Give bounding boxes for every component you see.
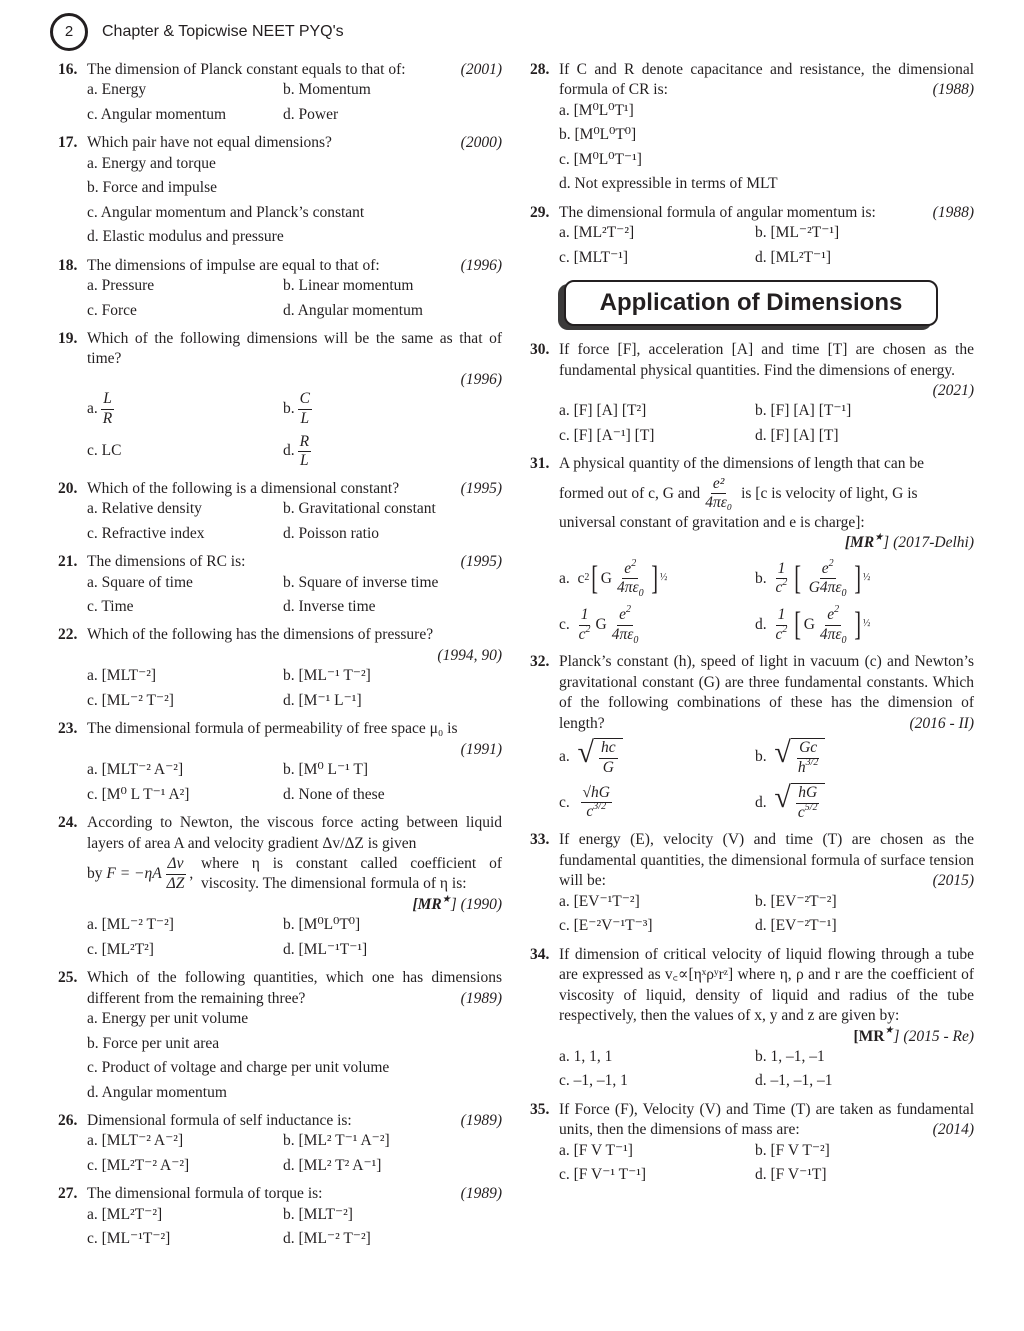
question-text: Which of the following quantities, which one has dimensions different from the remaining three? [87,969,502,1007]
question-year: (1996) [460,370,502,388]
options [530,101,974,195]
page-header [50,10,344,54]
option-d: d. √ $\frac{hG}{c^{5/2}}$ [755,783,974,822]
options [58,154,502,248]
fraction [298,433,311,471]
question-source: [MR★] (1990) [412,893,502,913]
option-b: b. [M⁰L⁰T⁰] [559,126,637,144]
option-d: d. Angular momentum [87,1083,227,1101]
question-text: Which pair have not equal dimensions? [87,134,332,152]
option-d: d. [ML² T² A⁻¹] [283,1156,382,1174]
right-column [530,60,974,1194]
options [58,80,502,125]
options [530,401,974,446]
question-number: 29. [530,203,550,221]
option-b: b. Gravitational constant [283,500,436,518]
question-year: (2015) [932,872,974,890]
question-19 [58,329,502,471]
option-label: b. [283,400,295,418]
option-a: a. [EV⁻¹T⁻²] [559,892,640,910]
question-number: 31. [530,455,550,473]
option-label: b. [755,569,767,587]
book-title: Chapter & Topicwise NEET PYQ's [102,23,344,41]
option-d: d. [M⁻¹ L⁻¹] [283,691,362,709]
question-24 [58,813,502,960]
question-number: 35. [530,1100,550,1118]
question-25 [58,968,502,1103]
question-number: 32. [530,653,550,671]
option-b: b. [ML² T⁻¹ A⁻²] [283,1132,390,1150]
option-a: a. Relative density [87,500,202,518]
option-d: d. Angular momentum [283,301,423,319]
question-year: (1995) [460,479,502,497]
question-year: (1991) [460,740,502,758]
option-a: a. Energy per unit volume [87,1010,249,1028]
option-d: d. [ML⁻¹T⁻¹] [283,940,368,958]
fraction [165,855,187,893]
option-b: b. √ $\frac{Gc}{h^{3/2}}$ [755,738,974,777]
option-a: a. [MLT⁻² A⁻²] [87,1132,184,1150]
question-year: (2016 - II) [909,714,974,732]
question-number: 25. [58,969,78,987]
question-32 [530,652,974,822]
options [530,738,974,822]
question-text: The dimensional formula of angular momentum is: [559,203,876,221]
question-text: The dimensional formula of torque is: [87,1185,323,1203]
option-label: b. [755,748,767,766]
options [58,276,502,321]
option-d: d. [F V⁻¹T] [755,1166,827,1184]
question-number: 34. [530,945,550,963]
option-c: c. –1, –1, 1 [559,1072,628,1090]
options [58,390,502,470]
option-b: b. Force per unit area [87,1034,220,1052]
option-c: c. [ML²T²] [87,940,154,958]
option-b: b. [F V T⁻²] [755,1141,830,1159]
denominator: R [102,409,113,427]
question-text: The dimensional formula of permeability of free space μ₀ is [87,720,458,738]
option-c: c. LC [87,442,122,460]
option-b: b. Square of inverse time [283,573,439,591]
option-d: d. $\frac{1}{c^2}$ [ G $\frac{e^2}{4\pi\varepsilon_0}$ ] $^{\frac{1}{2}}$ [755,603,871,646]
fraction [298,390,312,428]
option-a: a. [MLT⁻²] [87,667,157,685]
question-34 [530,945,974,1092]
question-text: The dimensions of RC is: [87,553,246,571]
option-d: d. [F] [A] [T] [755,426,839,444]
question-text: If force [F], acceleration [A] and time [T] are chosen as the fundamental physical quantities. Find the dimensions of energy. [559,341,974,379]
options [58,573,502,618]
option-label: a. [559,748,570,766]
question-31 [530,454,974,644]
question-20 [58,479,502,544]
question-number: 22. [58,626,78,644]
option-b [283,390,502,428]
question-text: universal constant of gravitation and e is charge]: [559,513,865,531]
option-c: c. Angular momentum [87,105,227,123]
question-number: 26. [58,1111,78,1129]
question-text: formed out of c, G and [559,484,701,502]
question-text: where η is constant called coefficient of viscosity. The dimensional formula of η is: [201,854,502,893]
option-c: c. [M⁰ L T⁻¹ A²] [87,785,190,803]
option-a: a. Pressure [87,277,155,295]
question-number: 28. [530,61,550,78]
question-year: (1989) [460,989,502,1007]
denominator: L [300,409,310,427]
option-b: b. $\frac{1}{c^2}$ [ $\frac{e^2}{G4\pi\varepsilon_0}$ ] $^{\frac{1}{2}}$ [755,557,871,600]
question-text: If Force (F), Velocity (V) and Time (T) are taken as fundamental units, then the dimensions of mass are: [559,1100,974,1139]
question-number: 17. [58,134,78,152]
question-year: (1989) [460,1185,502,1203]
option-d: d. Elastic modulus and pressure [87,228,284,246]
question-number: 27. [58,1185,78,1203]
option-label: c. [559,793,570,811]
option-b: b. [MLT⁻²] [283,1205,353,1223]
question-text: A physical quantity of the dimensions of length that can be [559,455,925,473]
options [530,1047,974,1092]
options [530,1141,974,1186]
question-35 [530,1100,974,1186]
denominator: 4πε₀ [705,494,733,512]
option-a: a. [F] [A] [T²] [559,402,647,420]
option-d: d. [ML⁻² T⁻²] [283,1230,371,1248]
question-text: Planck’s constant (h), speed of light in vacuum (c) and Newton’s gravitational constant (G) are three fundamental constants. Which of the following combinations of these has the dimension of length? [559,653,974,732]
option-a: a. [MLT⁻² A⁻²] [87,761,184,779]
options [58,915,502,960]
question-number: 23. [58,720,78,738]
option-c: c. Force [87,301,137,319]
question-year: (2000) [460,134,502,152]
option-d: d. [EV⁻²T⁻¹] [755,917,837,935]
option-label: d. [755,793,767,811]
option-a: a. [F V T⁻¹] [559,1141,633,1159]
question-source: [MR★] (2017-Delhi) [844,532,974,552]
option-b: b. [ML⁻²T⁻¹] [755,224,840,242]
question-16 [58,60,502,125]
question-year: (1996) [460,256,502,274]
fraction [703,475,734,513]
option-a [87,390,283,428]
question-number: 21. [58,553,78,571]
option-a: a. [ML⁻² T⁻²] [87,916,174,934]
question-text: Which of the following dimensions will be the same as that of time? [87,329,502,368]
formula-line [559,475,974,513]
option-a: a. [ML²T⁻²] [87,1205,163,1223]
option-c: c. $\frac{1}{c^2}$ G $\frac{e^2}{4\pi\varepsilon_0}$ [559,603,639,646]
option-b: b. Momentum [283,81,371,99]
option-a: a. c $^2$ [ G $\frac{e^2}{4\pi\varepsilon_0}$ ] $^{\frac{1}{2}}$ [559,557,668,600]
page-number: 2 [50,13,88,51]
option-b: b. [ML⁻¹ T⁻²] [283,667,371,685]
question-year: (2014) [932,1121,974,1139]
question-year: (1995) [460,553,502,571]
equation-line: by F = −ηA $\frac{\Delta v}{\Delta Z}$ , where η is constant called coefficient of viscosity. The dimensional formula of η is: [87,854,502,895]
question-year: (1989) [460,1111,502,1129]
question-text: If C and R denote capacitance and resistance, the dimensional formula of CR is: [559,61,974,99]
denominator: L [300,452,309,470]
option-c: c. [M⁰L⁰T⁻¹] [559,150,642,168]
option-label: d. [283,442,295,460]
fraction [101,390,114,428]
denominator: ΔZ [166,874,185,892]
option-label: d. [755,615,767,633]
options [58,1205,502,1250]
question-text: The dimension of Planck constant equals to that of: [87,61,406,78]
option-a: a. Energy [87,81,147,99]
question-year: (2021) [932,381,974,399]
option-a: a. [M⁰L⁰T¹] [559,101,634,119]
question-29 [530,203,974,268]
question-27 [58,1184,502,1249]
option-a: a. √ $\frac{hc}{G}$ [559,738,755,777]
question-text: is [c is velocity of light, G is [741,484,918,502]
option-c: c. Product of voltage and charge per unit volume [87,1059,390,1077]
option-c: c. Refractive index [87,524,205,542]
option-c: c. [E⁻²V⁻¹T⁻³] [559,917,653,935]
question-year: (1988) [932,203,974,221]
equation: F = −ηA [106,865,162,883]
question-year: (1988) [932,81,974,99]
option-c: c. [MLT⁻¹] [559,248,629,266]
numerator: L [101,390,114,410]
option-c: c. Angular momentum and Planck’s constant [87,203,365,221]
question-26 [58,1111,502,1176]
question-33 [530,830,974,936]
question-21 [58,552,502,617]
option-c: c. [F] [A⁻¹] [T] [559,426,655,444]
question-number: 18. [58,256,78,274]
section-banner: Application of Dimensions [564,280,938,326]
question-year: (2001) [460,61,502,78]
question-number: 30. [530,341,550,359]
question-text: Which of the following has the dimensions of pressure? [87,626,434,644]
option-d: d. Inverse time [283,597,376,615]
question-text: The dimensions of impulse are equal to that of: [87,256,380,274]
option-c: c. Time [87,597,134,615]
option-label: a. [87,400,98,418]
option-b: b. Linear momentum [283,277,414,295]
question-year: (1994, 90) [437,646,502,664]
option-b: b. [F] [A] [T⁻¹] [755,402,852,420]
numerator: e² [711,475,727,495]
question-text: by [87,865,103,883]
option-c: c. $\frac{√hG}{c^{3/2}}$ [559,783,610,821]
option-d: d. Power [283,105,339,123]
option-b: b. Force and impulse [87,179,218,197]
options [58,499,502,544]
option-label: c. [559,615,570,633]
numerator: Δv [166,855,186,875]
option-d: d. –1, –1, –1 [755,1072,833,1090]
question-number: 19. [58,329,78,347]
options [58,1131,502,1176]
options [58,1009,502,1103]
mr-badge: [MR [844,534,875,552]
question-30 [530,340,974,446]
question-text: Which of the following is a dimensional constant? [87,479,400,497]
question-source: [MR★] (2015 - Re) [853,1025,974,1045]
option-c: c. [F V⁻¹ T⁻¹] [559,1166,647,1184]
option-c: c. [ML⁻² T⁻²] [87,691,174,709]
option-b: b. [M⁰L⁰T⁰] [283,916,361,934]
question-23 [58,719,502,805]
options [58,760,502,805]
options [58,666,502,711]
options [530,557,974,646]
question-22 [58,625,502,711]
question-text: If energy (E), velocity (V) and time (T) are chosen as the fundamental quantities, the dimensional formula of surface tension will be: [559,831,974,890]
options [530,223,974,268]
numerator: R [298,433,311,453]
option-d: d. None of these [283,785,385,803]
option-a: a. Square of time [87,573,193,591]
option-d [283,433,502,471]
option-d: d. Not expressible in terms of MLT [559,175,778,193]
option-a: a. 1, 1, 1 [559,1047,613,1065]
question-text: If dimension of critical velocity of liquid flowing through a tube are expressed as v꜀∝[ηˣρʸrᶻ] where η, ρ and r are the coefficient of viscosity of liquid, density of liquid and radius of the tube respectively, then the values of x, y and z are given by: [559,945,974,1025]
question-year: (1990) [460,895,502,913]
question-year: (2017-Delhi) [893,534,974,552]
question-number: 24. [58,814,78,832]
question-number: 16. [58,61,78,78]
question-text: Dimensional formula of self inductance is: [87,1111,352,1129]
option-c: c. [ML⁻¹T⁻²] [87,1230,171,1248]
left-column [58,60,502,1258]
option-a: a. [ML²T⁻²] [559,224,635,242]
option-d: d. [ML²T⁻¹] [755,248,832,266]
option-c: c. [ML²T⁻² A⁻²] [87,1156,190,1174]
question-17 [58,133,502,247]
question-18 [58,256,502,321]
question-text: According to Newton, the viscous force acting between liquid layers of area A and velocity gradient Δv/ΔZ is given [87,814,502,852]
question-number: 33. [530,831,550,849]
question-year: (2015 - Re) [903,1027,974,1045]
options [530,892,974,937]
option-label: a. [559,569,570,587]
option-b: b. 1, –1, –1 [755,1047,825,1065]
option-a: a. Energy and torque [87,154,216,172]
mr-badge: [MR [853,1027,885,1045]
question-number: 20. [58,479,78,497]
option-d: d. Poisson ratio [283,524,380,542]
numerator: C [298,390,312,410]
option-b: b. [EV⁻²T⁻²] [755,892,837,910]
question-28 [530,60,974,195]
option-b: b. [M⁰ L⁻¹ T] [283,761,369,779]
mr-badge: [MR [412,895,442,913]
